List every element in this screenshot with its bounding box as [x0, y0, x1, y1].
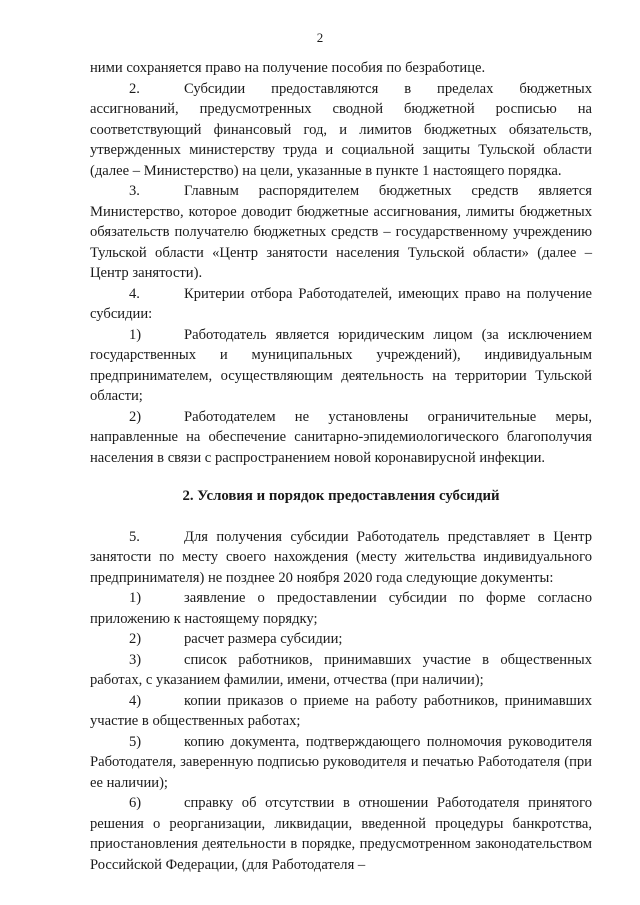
paragraph: 4. Критерии отбора Работодателей, имеющих право на получение субсидии:	[90, 285, 592, 322]
paragraph: 1) заявление о предоставлении субсидии по форме согласно приложению к настоящему порядку;	[90, 590, 592, 627]
paragraph: 2) расчет размера субсидии;	[129, 631, 343, 647]
paragraph: 5. Для получения субсидии Работодатель представляет в Центр занятости по месту своего нахождения (месту жительства индивидуального предпринимателя) не позднее 20 ноября 2020 года следующие документы:	[90, 528, 592, 586]
paragraph: 4) копии приказов о приеме на работу работников, принимавших участие в общественных работах;	[90, 692, 592, 729]
document-body	[90, 58, 592, 875]
paragraph: 2. Субсидии предоставляются в пределах бюджетных ассигнований, предусмотренных сводной бюджетной росписью на соответствующий финансовый год, и лимитов бюджетных обязательств, утвержденных министерству труда и социальной защиты Тульской области (далее – Министерство) на цели, указанные в пункте 1 настоящего порядка.	[90, 80, 592, 179]
paragraph: 6) справку об отсутствии в отношении Работодателя принятого решения о реорганизации, ликвидации, введенной процедуры банкротства, приостановления деятельности в порядке, предусмотренном законодательством Российской Федерации, (для Работодателя –	[90, 795, 592, 873]
paragraph: ними сохраняется право на получение пособия по безработице.	[90, 60, 486, 76]
page-number: 2	[316, 30, 324, 45]
paragraph: 2) Работодателем не установлены ограничительные меры, направленные на обеспечение санитарно-эпидемиологического благополучия населения в связи с распространением новой коронавирусной инфекции.	[90, 408, 592, 466]
section-two	[90, 527, 592, 876]
paragraph: 3) список работников, принимавших участие в общественных работах, с указанием фамилии, имени, отчества (при наличии);	[90, 651, 592, 688]
section-one-continuation	[90, 58, 592, 468]
paragraph: 3. Главным распорядителем бюджетных средств является Министерство, которое доводит бюджетные ассигнования, лимиты бюджетных обязательств получателю бюджетных средств – государственному учреждению Тульской области «Центр занятости населения Тульской области» (далее – Центр занятости).	[90, 183, 592, 281]
section-heading: 2. Условия и порядок предоставления субсидий	[182, 488, 500, 504]
paragraph: 5) копию документа, подтверждающего полномочия руководителя Работодателя, заверенную подписью руководителя и печатью Работодателя (при ее наличии);	[90, 733, 592, 791]
paragraph: 1) Работодатель является юридическим лицом (за исключением государственных и муниципальных учреждений), индивидуальным предпринимателем, осуществляющим деятельность на территории Тульской области;	[90, 326, 592, 404]
